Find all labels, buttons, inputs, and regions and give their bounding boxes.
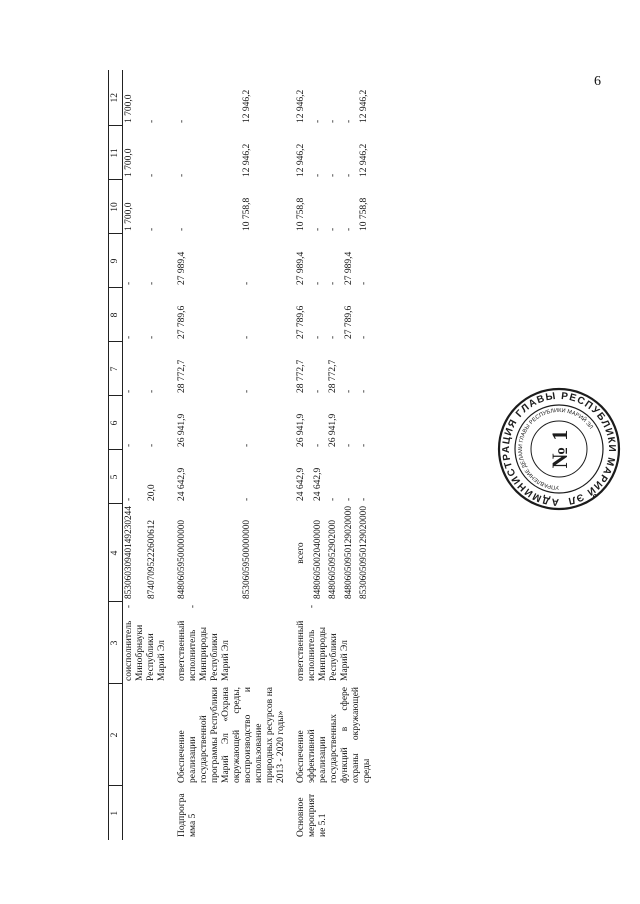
value-cell: 20,0 <box>147 484 158 501</box>
value-cell: - <box>147 227 158 231</box>
value-cell: - <box>343 173 354 177</box>
value-cell: - <box>242 389 253 393</box>
value-cell: - <box>147 443 158 447</box>
col-header: 4 <box>109 504 123 602</box>
value-cell: - <box>343 443 354 447</box>
row-description-cell: Обеспечение реализации государственной программы Республики Марий Эл «Охрана окружающей среды, воспроизводство и использование природных ресурсов на 2013 - 2020 годы» <box>177 687 286 783</box>
value-cell: - <box>124 443 134 447</box>
value-cell: - <box>343 497 354 501</box>
value-cell: 26 941,9 <box>177 413 187 447</box>
value-cell: 27 789,6 <box>343 305 354 339</box>
row-executor-cell: ответственный исполнитель - Минприроды Республики Марий Эл <box>177 605 231 681</box>
value-cell: - <box>328 335 339 339</box>
value-cell: 10 758,8 <box>242 197 253 231</box>
value-cell: 1 700,0 <box>124 94 134 123</box>
col-header: 9 <box>109 234 123 288</box>
value-cell: 27 989,4 <box>296 251 306 285</box>
col-header: 7 <box>109 342 123 396</box>
value-cell: 10 758,8 <box>296 197 306 231</box>
value-cell: 24 642,9 <box>312 467 323 501</box>
col-header: 5 <box>109 450 123 504</box>
value-cell: 12 946,2 <box>359 89 370 123</box>
value-cell: 26 941,9 <box>328 413 339 447</box>
value-cell: 27 989,4 <box>177 251 187 285</box>
value-cell: 24 642,9 <box>177 467 187 501</box>
value-cell: - <box>242 443 253 447</box>
rotated-table-container <box>108 70 518 840</box>
value-cell: - <box>242 281 253 285</box>
value-cell: - <box>359 443 370 447</box>
value-cell: - <box>343 119 354 123</box>
table-row <box>123 70 147 840</box>
col-header: 11 <box>109 126 123 180</box>
value-cell: 27 789,6 <box>177 305 187 339</box>
value-cell: 24 642,9 <box>296 467 306 501</box>
row-title-cell: Основное мероприятие 5.1 <box>296 793 328 837</box>
code-cell: 85306030940149230244 <box>124 506 134 599</box>
value-cell: - <box>328 227 339 231</box>
code-cell: 84806050952902000 <box>328 519 339 599</box>
code-cell: 84806050020400000 <box>312 519 323 599</box>
code-cell: 84806050950129020000 <box>343 506 354 599</box>
value-cell: - <box>312 335 323 339</box>
value-cell: - <box>312 173 323 177</box>
value-cell: - <box>359 281 370 285</box>
value-cell: - <box>359 497 370 501</box>
row-title-cell: Подпрограмма 5 <box>177 793 198 837</box>
value-cell: - <box>147 119 158 123</box>
official-seal <box>486 384 632 514</box>
value-cell: 12 946,2 <box>242 89 253 123</box>
value-cell: 12 946,2 <box>242 143 253 177</box>
seal-number: № 1 <box>547 429 572 469</box>
code-cell: 87407095222600612 <box>147 519 158 599</box>
value-cell: - <box>124 335 134 339</box>
row-executor-cell: ответственный исполнитель - Минприроды Республики Марий Эл <box>296 605 350 681</box>
col-header: 8 <box>109 288 123 342</box>
row-title-cell <box>123 786 170 840</box>
value-cell: - <box>147 281 158 285</box>
value-cell: 28 772,7 <box>177 359 187 393</box>
budget-table <box>108 70 374 840</box>
value-cell: - <box>312 443 323 447</box>
value-cell: - <box>328 497 339 501</box>
value-cell: 26 941,9 <box>296 413 306 447</box>
value-cell: - <box>242 497 253 501</box>
value-cell: 12 946,2 <box>296 89 306 123</box>
value-cell: 27 989,4 <box>343 251 354 285</box>
value-cell: - <box>328 173 339 177</box>
seal-outer-text: АДМИНИСТРАЦИЯ ГЛАВЫ РЕСПУБЛИКИ МАРИЙ ЭЛ <box>500 390 618 508</box>
table-row <box>288 70 312 840</box>
code-cell: всего <box>296 542 306 564</box>
value-cell: - <box>312 281 323 285</box>
value-cell: - <box>147 389 158 393</box>
col-header: 3 <box>109 602 123 684</box>
row-description-cell <box>123 684 170 786</box>
value-cell: - <box>177 119 187 123</box>
value-cell: 10 758,8 <box>359 197 370 231</box>
value-cell: - <box>312 119 323 123</box>
header-row <box>109 70 123 840</box>
value-cell: - <box>312 389 323 393</box>
table-row <box>169 70 241 840</box>
value-cell: 1 700,0 <box>124 148 134 177</box>
code-cell: 84806059500000000 <box>177 519 187 599</box>
value-cell: 27 789,6 <box>296 305 306 339</box>
code-cell: 85306059500000000 <box>242 519 253 599</box>
value-cell: 28 772,7 <box>328 359 339 393</box>
value-cell: - <box>242 335 253 339</box>
row-executor-cell: соисполнитель - Минобрнауки Республики Марий Эл <box>124 605 167 681</box>
row-description-cell: Обеспечение эффективной реализации государственных функций в сфере охраны окружающей среды <box>296 687 372 783</box>
value-cell: - <box>312 227 323 231</box>
col-header: 10 <box>109 180 123 234</box>
value-cell: 12 946,2 <box>359 143 370 177</box>
value-cell: - <box>177 173 187 177</box>
col-header: 1 <box>109 786 123 840</box>
value-cell: - <box>124 389 134 393</box>
col-header: 12 <box>109 70 123 126</box>
value-cell: 12 946,2 <box>296 143 306 177</box>
seal-inner-text: УПРАВЛЕНИЕ ДЕЛАМИ ГЛАВЫ РЕСПУБЛИКИ МАРИЙ ЭЛ <box>517 407 594 491</box>
value-cell: 1 700,0 <box>124 202 134 231</box>
page-number: 6 <box>594 74 601 89</box>
value-cell: - <box>124 497 134 501</box>
value-cell: - <box>343 227 354 231</box>
value-cell: - <box>328 119 339 123</box>
col-header: 6 <box>109 396 123 450</box>
code-cell: 85306050950129020000 <box>359 506 370 599</box>
value-cell: - <box>343 389 354 393</box>
value-cell: - <box>177 227 187 231</box>
value-cell: - <box>359 389 370 393</box>
col-header: 2 <box>109 684 123 786</box>
value-cell: - <box>359 335 370 339</box>
value-cell: - <box>124 281 134 285</box>
value-cell: - <box>147 335 158 339</box>
value-cell: 28 772,7 <box>296 359 306 393</box>
value-cell: - <box>328 281 339 285</box>
value-cell: - <box>147 173 158 177</box>
